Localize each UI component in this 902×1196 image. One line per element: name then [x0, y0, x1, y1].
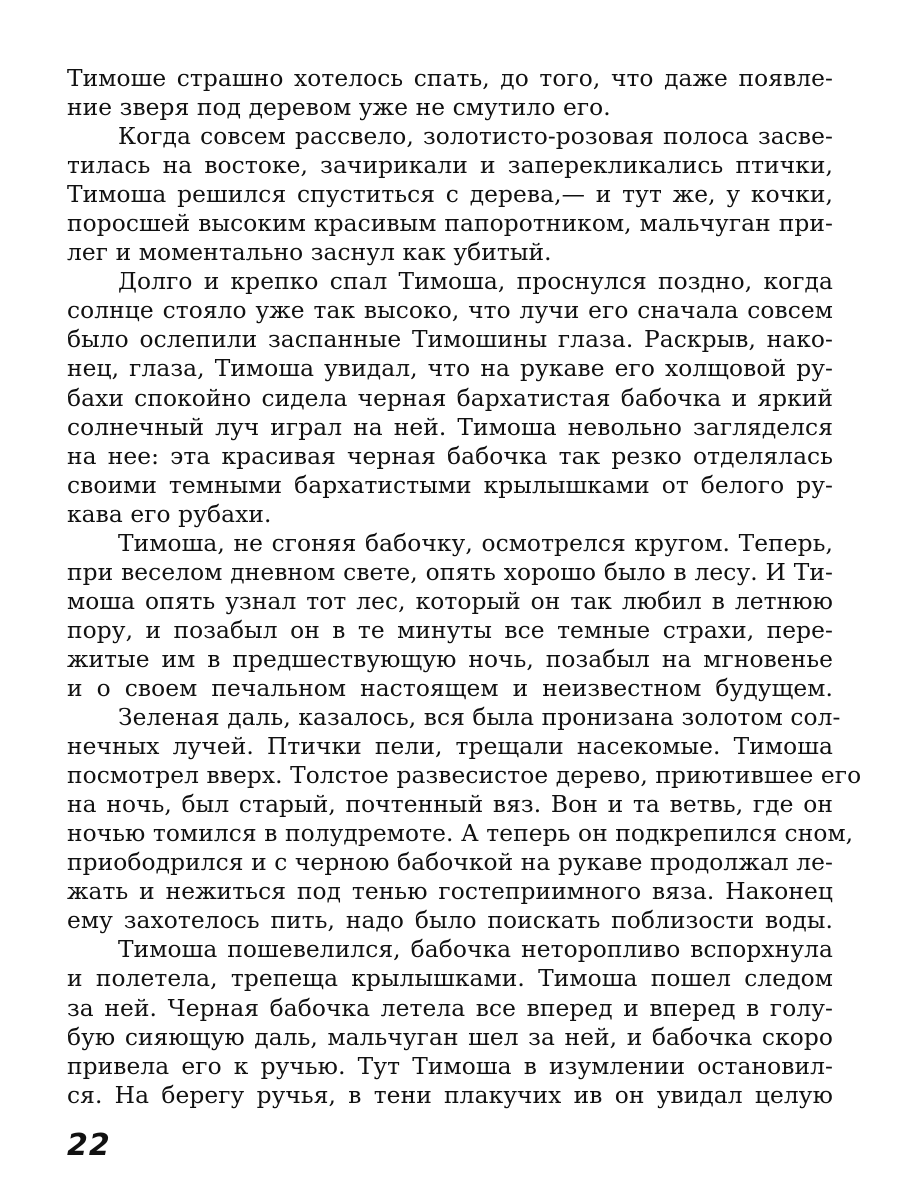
text-line: солнечный луч играл на ней. Тимоша невольно загляделся [67, 413, 833, 441]
text-line: тилась на востоке, зачирикали и заперекликались птички, [67, 152, 833, 180]
text-line: моша опять узнал тот лес, который он так любил в летнюю [67, 587, 833, 615]
text-line: посмотрел вверх. Толстое развесистое дерево, приютившее его [67, 762, 862, 790]
text-line: ся. На берегу ручья, в тени плакучих ив он увидал целую [67, 1081, 833, 1109]
text-line: ночью томился в полудремоте. А теперь он подкрепился сном, [67, 820, 854, 848]
paragraph-5 [67, 703, 862, 935]
text-line: Тимоше страшно хотелось спать, до того, что даже появле- [67, 65, 833, 92]
text-line: Долго и крепко спал Тимоша, проснулся поздно, когда [118, 268, 833, 296]
text-line: на нее: эта красивая черная бабочка так резко отделялась [67, 442, 833, 470]
text-line: нец, глаза, Тимоша увидал, что на рукаве его холщовой ру- [67, 355, 833, 383]
text-line: Тимоша пошевелился, бабочка неторопливо вспорхнула [118, 936, 833, 964]
text-line: солнце стояло уже так высоко, что лучи его сначала совсем [67, 297, 833, 325]
text-line: лег и моментально заснул как убитый. [67, 239, 552, 267]
paragraph-4 [67, 529, 833, 703]
text-line: пору, и позабыл он в те минуты все темные страхи, пере- [67, 616, 833, 644]
text-line: приободрился и с черною бабочкой на рукаве продолжал ле- [67, 849, 833, 877]
text-line: и о своем печальном настоящем и неизвестном будущем. [67, 674, 833, 702]
paragraph-3 [67, 267, 833, 528]
paragraph-6 [67, 935, 833, 1109]
text-line: за ней. Черная бабочка летела все вперед и вперед в голу- [67, 994, 833, 1022]
text-line: Тимоша, не сгоняя бабочку, осмотрелся кругом. Теперь, [118, 529, 833, 557]
text-line: поросшей высоким красивым папоротником, мальчуган при- [67, 210, 833, 238]
text-line: бахи спокойно сидела черная бархатистая бабочка и яркий [67, 384, 833, 412]
text-line: ему захотелось пить, надо было поискать поблизости воды. [67, 907, 833, 935]
text-line: привела его к ручью. Тут Тимоша в изумлении остановил- [67, 1052, 833, 1080]
text-line: житые им в предшествующую ночь, позабыл на мгновенье [67, 645, 833, 673]
text-line: Тимоша решился спуститься с дерева,— и тут же, у кочки, [67, 181, 833, 209]
text-line: бую сияющую даль, мальчуган шел за ней, и бабочка скоро [67, 1023, 833, 1051]
page-number: 22 [67, 1128, 111, 1163]
text-line: и полетела, трепеща крылышками. Тимоша пошел следом [67, 965, 833, 993]
text-line: при веселом дневном свете, опять хорошо было в лесу. И Ти- [67, 558, 833, 586]
text-line: было ослепили заспанные Тимошины глаза. Раскрыв, нако- [67, 326, 833, 354]
text-line: ние зверя под деревом уже не смутило его. [67, 94, 611, 122]
text-line: кава его рубахи. [67, 500, 272, 528]
text-line: Зеленая даль, казалось, вся была пронизана золотом сол- [118, 704, 841, 732]
text-line: нечных лучей. Птички пели, трещали насекомые. Тимоша [67, 733, 833, 761]
text-line: на ночь, был старый, почтенный вяз. Вон и та ветвь, где он [67, 791, 833, 819]
paragraph-2 [67, 122, 833, 267]
text-line: жать и нежиться под тенью гостеприимного вяза. Наконец [67, 878, 833, 906]
page-body [67, 64, 862, 1110]
paragraph-1 [67, 64, 833, 122]
text-line: своими темными бархатистыми крылышками от белого ру- [67, 471, 833, 499]
text-line: Когда совсем рассвело, золотисто-розовая полоса засве- [118, 123, 833, 151]
